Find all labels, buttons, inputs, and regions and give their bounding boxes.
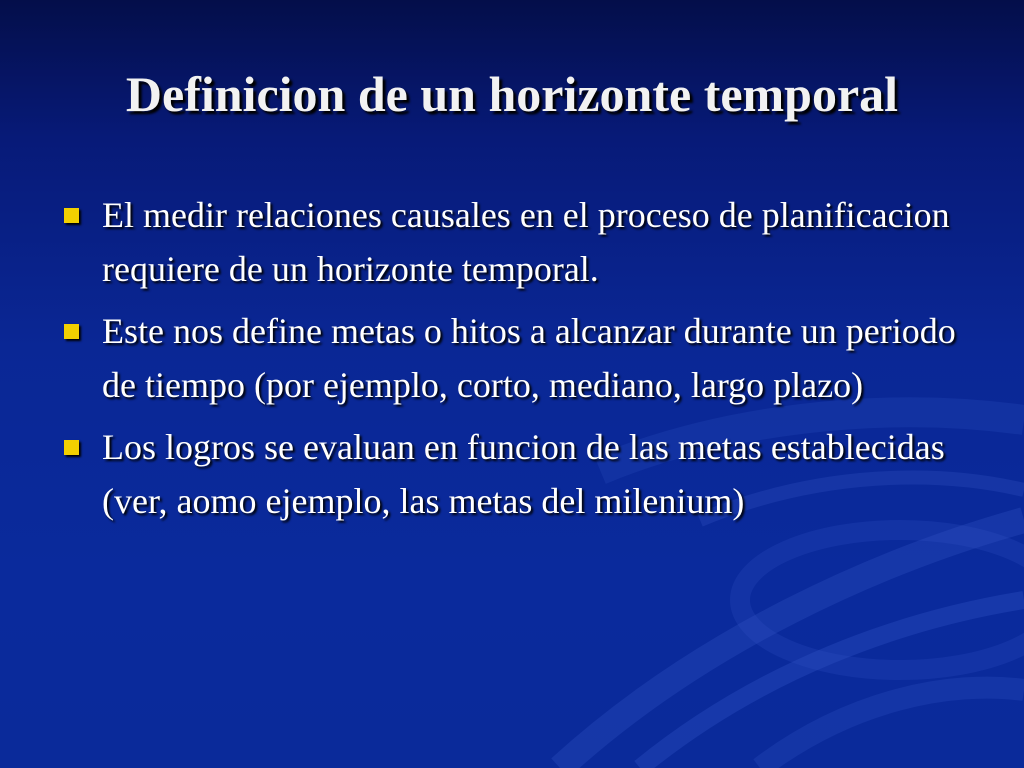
bullet-text: Los logros se evaluan en funcion de las metas establecidas (ver, aomo ejemplo, las metas del milenium) bbox=[102, 427, 945, 521]
bullet-item-3 bbox=[60, 420, 970, 528]
square-bullet-icon bbox=[64, 208, 79, 223]
bullet-list bbox=[60, 188, 970, 536]
square-bullet-icon bbox=[64, 440, 79, 455]
bullet-text: El medir relaciones causales en el proceso de planificacion requiere de un horizonte temporal. bbox=[102, 195, 950, 289]
square-bullet-icon bbox=[64, 324, 79, 339]
slide-title: Definicion de un horizonte temporal bbox=[125, 66, 899, 122]
bullet-item-2 bbox=[60, 304, 970, 412]
bullet-item-1 bbox=[60, 188, 970, 296]
bullet-text: Este nos define metas o hitos a alcanzar durante un periodo de tiempo (por ejemplo, corto, mediano, largo plazo) bbox=[102, 311, 956, 405]
